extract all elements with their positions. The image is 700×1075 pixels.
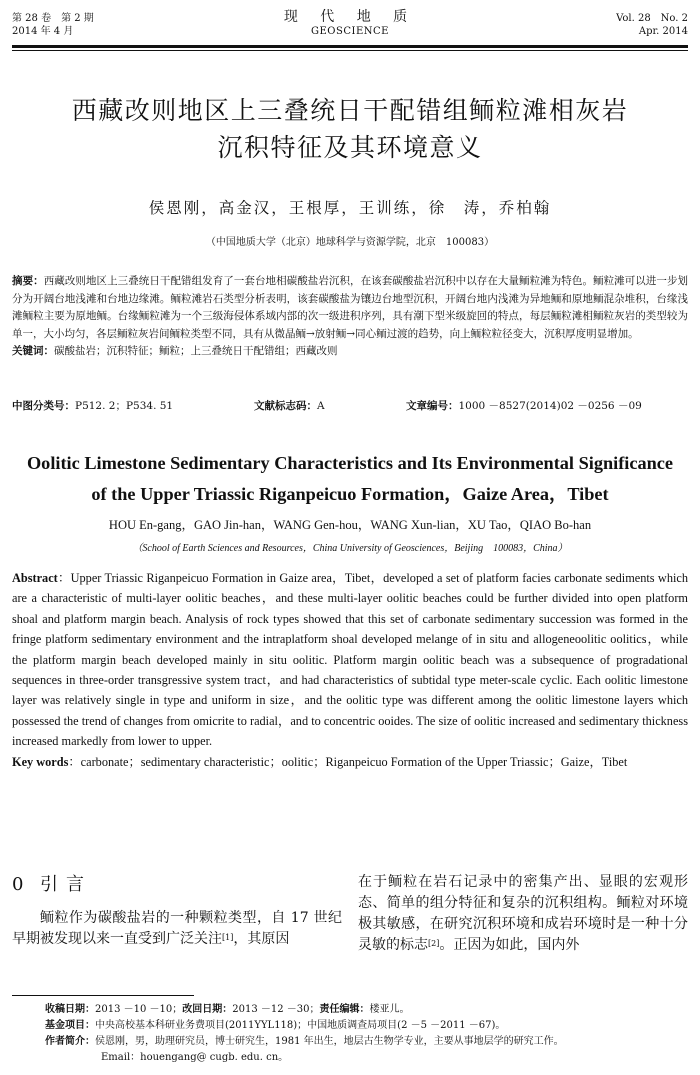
keywords-cn-label: 关键词：	[12, 345, 54, 358]
abstract-en-text: ：Upper Triassic Riganpeicuo Formation in Gaize area，Tibet，developed a set of platform facies carbonate sediments which are a characteristic of multi-layer oolitic beaches，and these multi-layer oolitic beaches could be further divided into open platform shoal and platform margin beach. Analysis of rock types showed that this set of carbonate sedimentary succession was formed in the fringe platform sedimentary environment and the intraplatform shoal developed melange of in situ and allogeneoolitic oolitics，while the platform margin beach developed mainly in situ oolitic. Platform margin oolitic beach was a subsequence of progradational sequences in three-order transgressive system tract，and had characteristics of subtidal type meter-scale cyclic. Each oolitic limestone layer was relatively single in type and uniform in size，and the oolitic type was different among the oolitic limestone layers which possessed the trend of changes from omicrite to radial，and to concentric ooides. The size of oolitic increased and sedimentary thickness increased markedly from lower to upper.	[12, 571, 688, 749]
keywords-cn-text: 碳酸盐岩；沉积特征；鲕粒；上三叠统日干配错组；西藏改则	[54, 345, 338, 358]
footnote-fund: 基金项目：中央高校基本科研业务费项目(2011YYL118)；中国地质调查局项目(2 －5 －2011 －67)。	[45, 1020, 506, 1031]
title-cn-line1: 西藏改则地区上三叠统日干配错组鲕粒滩相灰岩	[71, 96, 629, 125]
footnote-dates: 收稿日期：2013 －10 －10；改回日期：2013 －12 －30；责任编辑：楼亚儿。	[45, 1004, 410, 1015]
abstract-en-label: Abstract	[12, 571, 58, 585]
title-en-line1: Oolitic Limestone Sedimentary Characteristics and Its Environmental Significance	[26, 453, 674, 473]
intro-right-column: 在于鲕粒在岩石记录中的密集产出、显眼的宏观形态、简单的组分特征和复杂的沉积组构。鲕粒对环境极其敏感，在研究沉积环境和成岩环境时是一种十分灵敏的标志[2]。正因为如此，国内外	[358, 874, 688, 953]
publication-date-en: Apr. 2014	[638, 26, 688, 37]
header-rule-thick	[12, 45, 688, 48]
authors-en: HOU En-gang，GAO Jin-han，WANG Gen-hou，WANG Xun-lian，XU Tao，QIAO Bo-han	[108, 518, 592, 532]
intro-left-column	[12, 874, 342, 950]
volume-issue-en: Vol. 28 No. 2	[616, 13, 688, 24]
volume-issue: 第 28 卷 第 2 期	[12, 13, 94, 24]
title-en-line2: of the Upper Triassic Riganpeicuo Formation，Gaize Area，Tibet	[91, 484, 609, 504]
section-number: 0	[12, 874, 24, 895]
journal-name	[0, 8, 700, 38]
header-rule-thin	[12, 50, 688, 51]
keywords-en-label: Key words	[12, 754, 69, 769]
paper-title-cn	[0, 92, 700, 166]
footnote-rule	[12, 995, 194, 996]
publication-date: 2014 年 4 月	[12, 26, 74, 37]
paper-title-en	[0, 448, 700, 510]
abstract-cn	[12, 273, 688, 361]
affiliation-cn: （中国地质大学（北京）地球科学与资源学院，北京 100083）	[205, 237, 495, 248]
abstract-en	[12, 568, 688, 772]
author-email: Email：houengang@ cugb. edu. cn。	[101, 1052, 289, 1063]
journal-name-en: GEOSCIENCE	[311, 26, 389, 37]
intro-paragraph-start: 鲕粒作为碳酸盐岩的一种颗粒类型，自 17 世纪早期被发现以来一直受到广泛关注[1]，其原因	[12, 910, 342, 947]
authors-cn: 侯恩刚，高金汉，王根厚，王训练，徐 涛，乔柏翰	[148, 199, 552, 217]
abstract-cn-label: 摘要：	[12, 275, 44, 287]
article-id: 文章编号：1000 －8527(2014)02 －0256 －09	[406, 400, 642, 412]
journal-name-cn: 现 代 地 质	[283, 9, 417, 25]
affiliation-en: （School of Earth Sciences and Resources，China University of Geosciences，Beijing 100083，China）	[132, 543, 568, 554]
citation-2: [2]	[428, 939, 440, 948]
issue-info-en	[616, 12, 688, 38]
title-cn-line2: 沉积特征及其环境意义	[217, 133, 483, 162]
keywords-en-text: ：carbonate；sedimentary characteristic；oolitic；Riganpeicuo Formation of the Upper Triassic；Gaize，Tibet	[68, 754, 628, 769]
section-heading-intro	[12, 874, 342, 896]
heading-char-1: 引	[40, 874, 58, 895]
clc-number: 中图分类号：P512. 2；P534. 51	[12, 400, 174, 412]
abstract-cn-text: 西藏改则地区上三叠统日干配错组发育了一套台地相碳酸盐岩沉积，在该套碳酸盐岩沉积中以存在大量鲕粒滩为特色。鲕粒滩可以进一步划分为开阔台地浅滩和台地边缘滩。鲕粒滩岩石类型分析表明，该套碳酸盐为镶边台地型沉积，开阔台地内浅滩为异地鲕和原地鲕混杂堆积，台缘浅滩鲕粒主要为原地鲕。台缘鲕粒滩为一个三级海侵体系域内部的次一级进积序列，具有潮下型米级旋回的特点，每层鲕粒滩相鲕粒灰岩的类型较为单一，大小均匀，各层鲕粒灰岩间鲕粒类型不同，具有从微晶鲕→放射鲕→同心鲕过渡的趋势，向上鲕粒粒径变大，沉积厚度明显增加。	[12, 275, 689, 340]
footnote-author: 作者简介：侯恩刚，男，助理研究员，博士研究生，1981 年出生，地层古生物学专业，主要从事地层学的研究工作。	[45, 1036, 564, 1047]
citation-1: [1]	[222, 933, 234, 942]
heading-char-2: 言	[66, 874, 84, 895]
document-code: 文献标志码：A	[254, 400, 325, 412]
